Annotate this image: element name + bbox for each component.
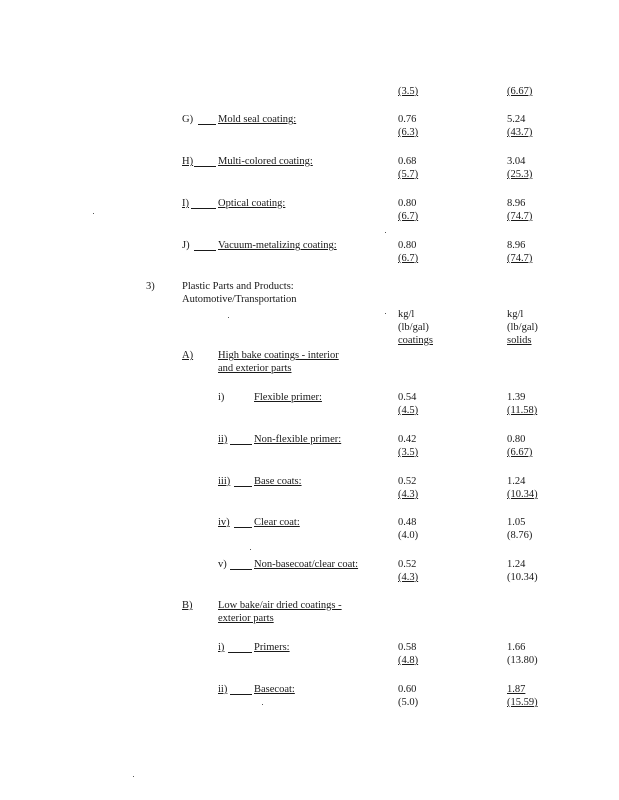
item-label: Multi-colored coating: [218, 156, 313, 167]
coatings-lb-value: (4.5) [398, 405, 419, 416]
solids-kg-value: 8.96 [507, 240, 526, 251]
solids-lb-value: (10.34) [507, 572, 538, 583]
item-label: Primers: [254, 642, 290, 653]
solids-lb-value: (10.34) [507, 489, 538, 500]
item-letter: H) [182, 156, 194, 167]
group-a-letter: A) [182, 350, 194, 361]
item-label: Non-basecoat/clear coat: [254, 559, 359, 570]
coatings-lb-value: (4.8) [398, 655, 419, 666]
coatings-header-label: coatings [398, 335, 433, 346]
item-letter: J) [182, 240, 190, 251]
leader-line [194, 156, 216, 167]
coatings-kg-value: 0.48 [398, 517, 417, 528]
solids-lb-value: (74.7) [507, 253, 533, 264]
coatings-kg-value: 0.58 [398, 642, 417, 653]
coatings-lb-value: (4.3) [398, 489, 419, 500]
group-a-title: High bake coatings - interior [218, 350, 339, 361]
item-number: i) [218, 642, 225, 653]
item-number: iii) [218, 476, 231, 487]
item-label: Clear coat: [254, 517, 300, 528]
solids-lb-value: (25.3) [507, 169, 533, 180]
section-title: Plastic Parts and Products: [182, 281, 294, 292]
leader-line [228, 642, 252, 653]
coatings-kg-value: 0.68 [398, 156, 417, 167]
solids-kg-value: 1.87 [507, 684, 526, 695]
item-number: ii) [218, 434, 228, 445]
coatings-lb-value: (5.7) [398, 169, 419, 180]
scan-speck [262, 704, 263, 705]
scan-speck [93, 213, 94, 214]
solids-kg-value: 1.24 [507, 559, 526, 570]
coatings-lb-value: (6.3) [398, 127, 419, 138]
item-label: Flexible primer: [254, 392, 322, 403]
solids-header-unit-imperial: (lb/gal) [507, 322, 538, 333]
leader-line [234, 476, 252, 487]
solids-kg-value: 1.05 [507, 517, 526, 528]
leader-line [230, 559, 252, 570]
coatings-lb-value: (4.0) [398, 530, 419, 541]
solids-lb-value: (8.76) [507, 530, 533, 541]
leader-line [198, 114, 216, 125]
leader-line [230, 684, 252, 695]
coatings-lb-value: (5.0) [398, 697, 419, 708]
coatings-header-unit: kg/l [398, 309, 415, 320]
solids-kg-value: 1.24 [507, 476, 526, 487]
coatings-continuation-value: (3.5) [398, 86, 419, 97]
solids-continuation-value: (6.67) [507, 86, 533, 97]
section-number: 3) [146, 281, 155, 292]
solids-lb-value: (15.59) [507, 697, 538, 708]
item-label: Base coats: [254, 476, 302, 487]
solids-kg-value: 3.04 [507, 156, 526, 167]
coatings-kg-value: 0.80 [398, 240, 417, 251]
scan-speck [385, 313, 386, 314]
scan-speck [250, 549, 251, 550]
group-a-subtitle: and exterior parts [218, 363, 292, 374]
coatings-lb-value: (6.7) [398, 211, 419, 222]
coatings-kg-value: 0.76 [398, 114, 417, 125]
leader-line [194, 240, 216, 251]
item-letter: I) [182, 198, 189, 209]
coatings-kg-value: 0.52 [398, 476, 417, 487]
solids-lb-value: (74.7) [507, 211, 533, 222]
coatings-lb-value: (6.7) [398, 253, 419, 264]
solids-lb-value: (43.7) [507, 127, 533, 138]
coatings-kg-value: 0.54 [398, 392, 417, 403]
item-number: v) [218, 559, 227, 570]
solids-header-label: solids [507, 335, 532, 346]
coatings-kg-value: 0.80 [398, 198, 417, 209]
solids-kg-value: 1.66 [507, 642, 526, 653]
solids-kg-value: 1.39 [507, 392, 526, 403]
solids-lb-value: (11.58) [507, 405, 538, 416]
solids-lb-value: (13.80) [507, 655, 538, 666]
item-letter: G) [182, 114, 194, 125]
scan-speck [133, 776, 134, 777]
item-number: ii) [218, 684, 228, 695]
item-label: Vacuum-metalizing coating: [218, 240, 337, 251]
coatings-kg-value: 0.60 [398, 684, 417, 695]
item-label: Basecoat: [254, 684, 295, 695]
group-b-subtitle: exterior parts [218, 613, 274, 624]
scan-speck [385, 232, 386, 233]
group-b-title: Low bake/air dried coatings - [218, 600, 342, 611]
leader-line [191, 198, 216, 209]
item-label: Non-flexible primer: [254, 434, 342, 445]
solids-kg-value: 5.24 [507, 114, 526, 125]
solids-header-unit: kg/l [507, 309, 524, 320]
item-number: iv) [218, 517, 230, 528]
coatings-lb-value: (4.3) [398, 572, 419, 583]
solids-kg-value: 8.96 [507, 198, 526, 209]
section-subtitle: Automotive/Transportation [182, 294, 297, 305]
coatings-kg-value: 0.52 [398, 559, 417, 570]
coatings-header-unit-imperial: (lb/gal) [398, 322, 429, 333]
solids-kg-value: 0.80 [507, 434, 526, 445]
solids-lb-value: (6.67) [507, 447, 533, 458]
coatings-lb-value: (3.5) [398, 447, 419, 458]
coatings-kg-value: 0.42 [398, 434, 417, 445]
item-label: Mold seal coating: [218, 114, 297, 125]
scan-speck [228, 317, 229, 318]
item-label: Optical coating: [218, 198, 286, 209]
item-number: i) [218, 392, 225, 403]
group-b-letter: B) [182, 600, 193, 611]
leader-line [230, 434, 252, 445]
leader-line [234, 517, 252, 528]
